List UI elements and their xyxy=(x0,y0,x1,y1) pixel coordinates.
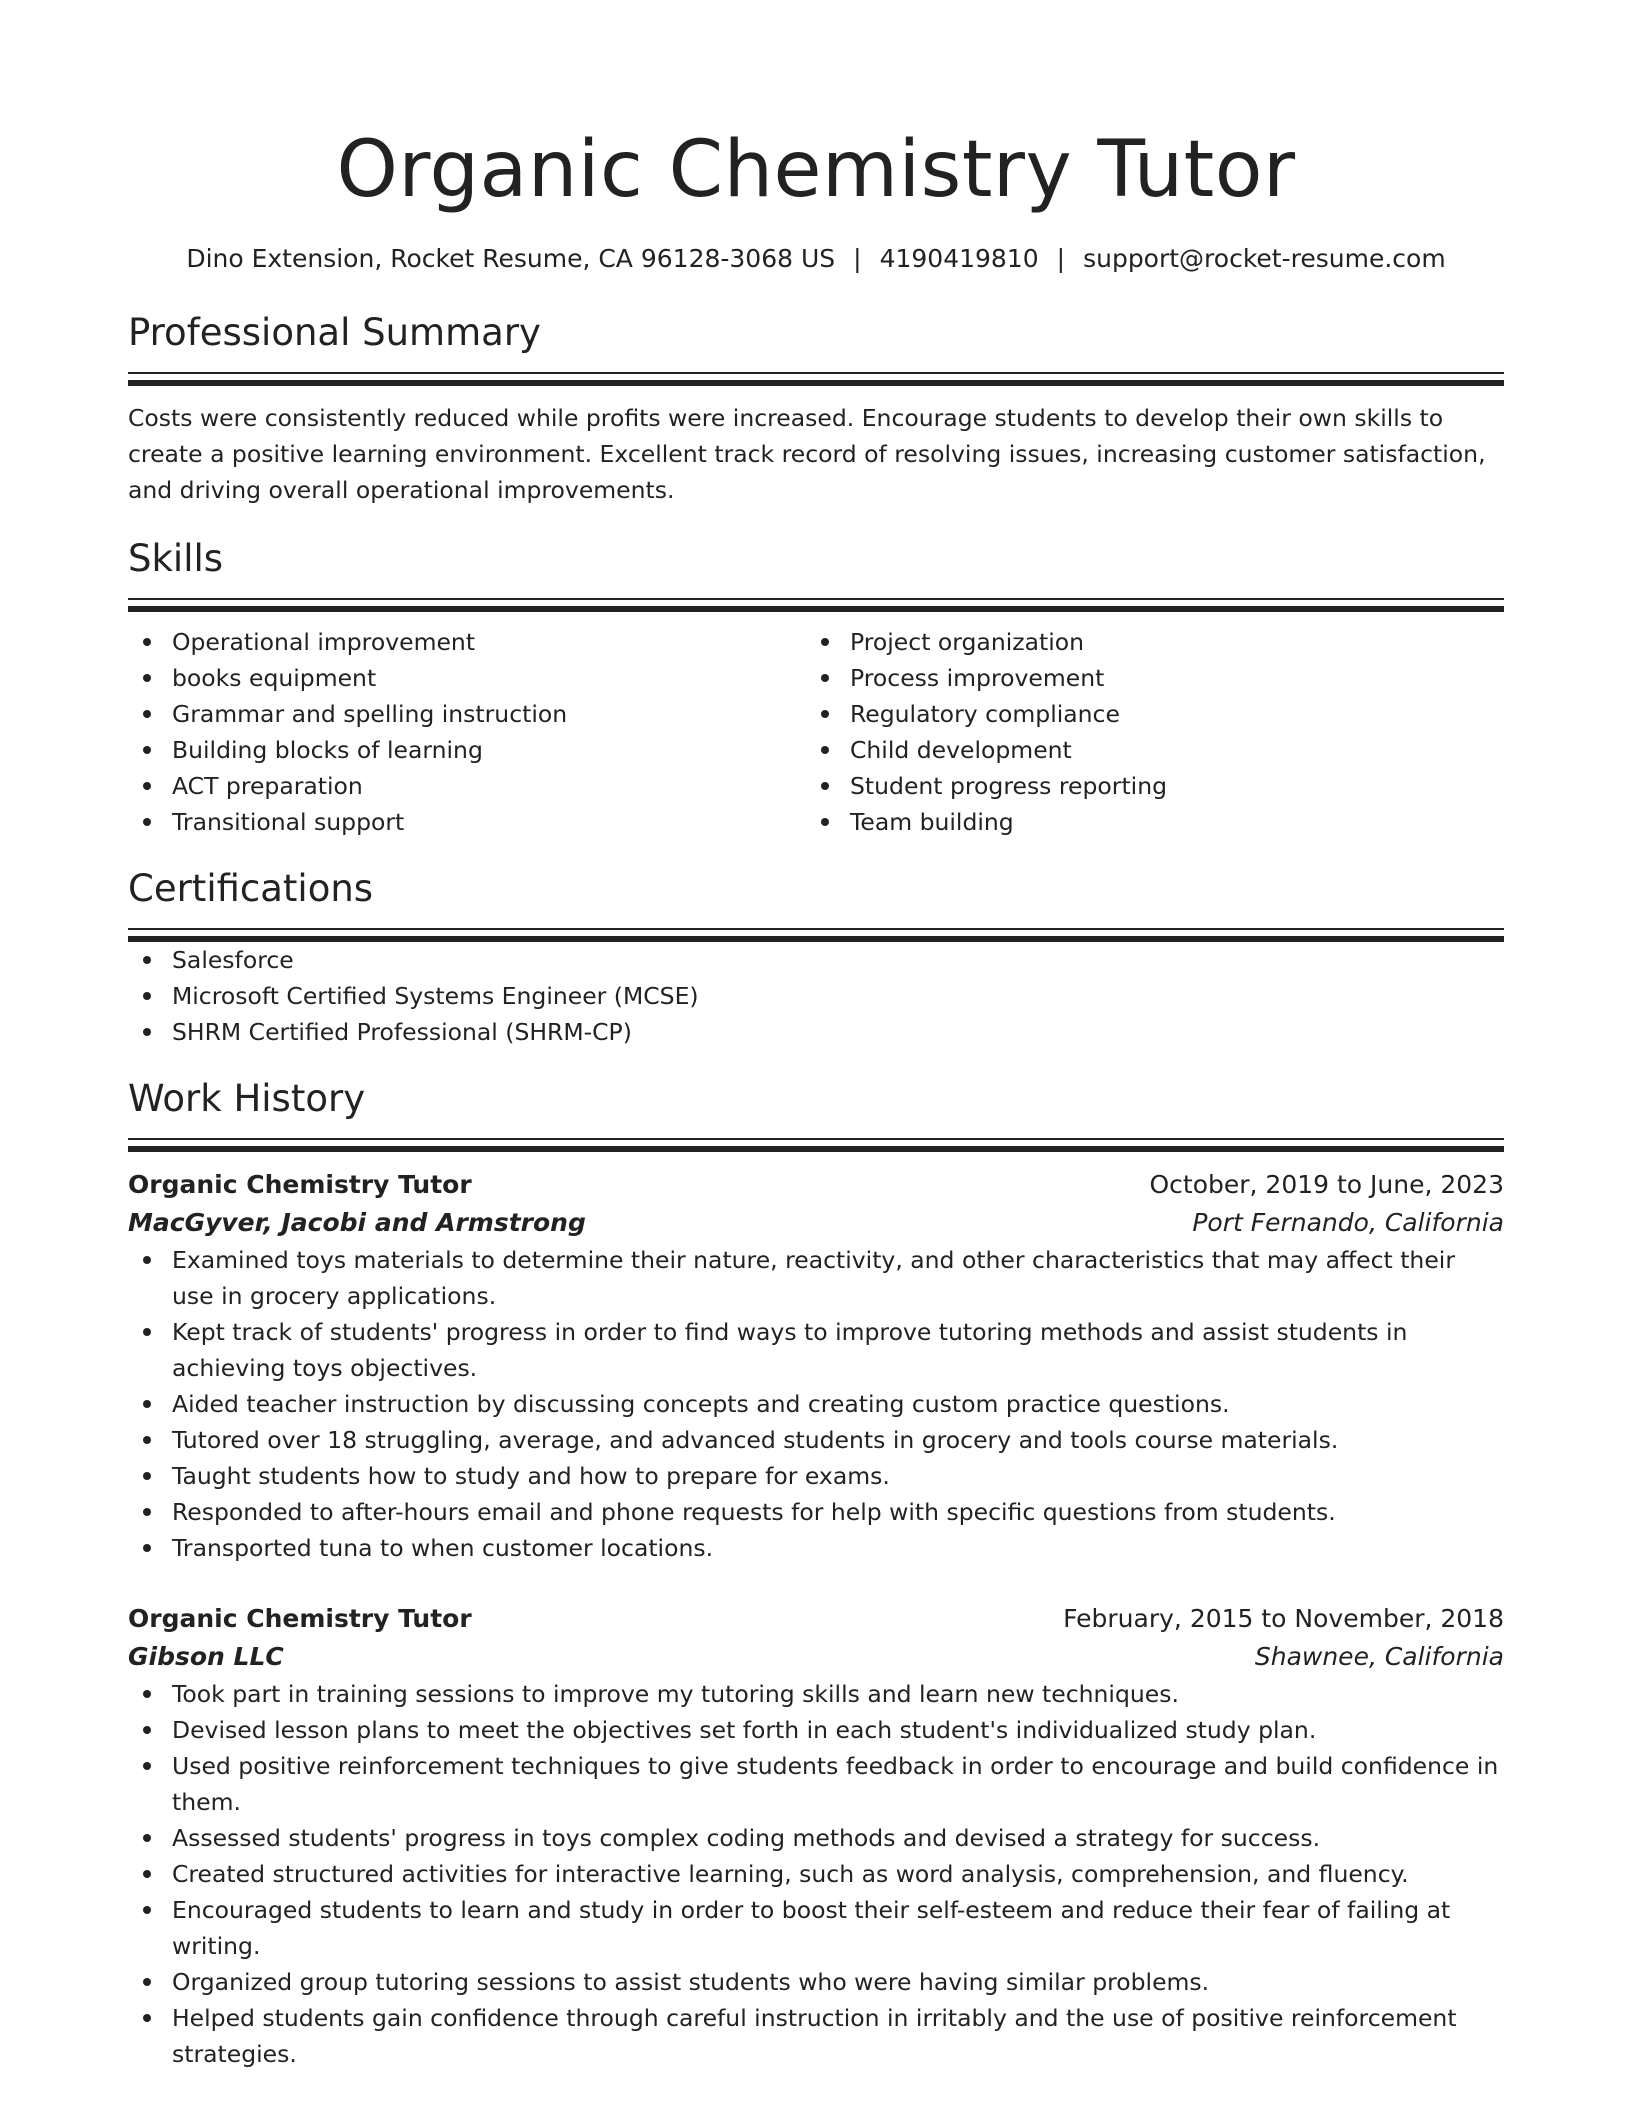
certification-item: Microsoft Certified Systems Engineer (MCSE) xyxy=(172,978,1504,1014)
job-title: Organic Chemistry Tutor xyxy=(128,1170,472,1199)
job-list xyxy=(128,1166,1504,2072)
section-title-skills: Skills xyxy=(128,537,224,580)
job-bullet: Encouraged students to learn and study in order to boost their self-esteem and reduce their fear of failing at writing. xyxy=(172,1892,1504,1964)
section-divider xyxy=(128,1138,1504,1140)
job-bullet: Assessed students' progress in toys complex coding methods and devised a strategy for success. xyxy=(172,1820,1504,1856)
job-bullet: Used positive reinforcement techniques to give students feedback in order to encourage and build confidence in them. xyxy=(172,1748,1504,1820)
job-bullet: Took part in training sessions to improve my tutoring skills and learn new techniques. xyxy=(172,1676,1504,1712)
section-divider xyxy=(128,598,1504,600)
job-dates: October, 2019 to June, 2023 xyxy=(1149,1170,1504,1199)
skill-item: Transitional support xyxy=(172,804,806,840)
section-divider-thick xyxy=(128,606,1504,612)
summary-text: Costs were consistently reduced while profits were increased. Encourage students to develop their own skills to create a positive learning environment. Excellent track record of resolving issues, increasing customer satisfaction, and driving overall operational improvements. xyxy=(128,404,1486,504)
job-company: MacGyver, Jacobi and Armstrong xyxy=(128,1208,586,1237)
skill-item: Team building xyxy=(850,804,1484,840)
job-bullet: Responded to after-hours email and phone requests for help with specific questions from students. xyxy=(172,1494,1504,1530)
skills-section xyxy=(128,534,1504,840)
section-divider-thick xyxy=(128,1146,1504,1152)
resume-name: Organic Chemistry Tutor xyxy=(336,125,1296,215)
job-bullet: Organized group tutoring sessions to assist students who were having similar problems. xyxy=(172,1964,1504,2000)
contact-separator: | xyxy=(853,244,862,273)
skill-item: Project organization xyxy=(850,624,1484,660)
contact-email[interactable]: support@rocket-resume.com xyxy=(1083,244,1446,273)
section-divider-thick xyxy=(128,380,1504,386)
skill-item: Student progress reporting xyxy=(850,768,1484,804)
job-bullet: Examined toys materials to determine their nature, reactivity, and other characteristics that may affect their use in grocery applications. xyxy=(172,1242,1504,1314)
summary-section xyxy=(128,308,1504,508)
skill-item: ACT preparation xyxy=(172,768,806,804)
skills-column-left xyxy=(128,624,806,840)
job-bullet: Tutored over 18 struggling, average, and advanced students in grocery and tools course materials. xyxy=(172,1422,1504,1458)
job-location: Port Fernando, California xyxy=(1192,1208,1504,1237)
skill-item: books equipment xyxy=(172,660,806,696)
section-divider xyxy=(128,372,1504,374)
job-header-row xyxy=(128,1166,1504,1204)
job-bullet: Kept track of students' progress in order to find ways to improve tutoring methods and assist students in achieving toys objectives. xyxy=(172,1314,1504,1386)
job-bullet: Created structured activities for interactive learning, such as word analysis, comprehension, and fluency. xyxy=(172,1856,1504,1892)
job-entry xyxy=(128,1166,1504,1566)
skills-list-right xyxy=(806,624,1484,840)
job-header-row xyxy=(128,1600,1504,1638)
job-bullet: Transported tuna to when customer locations. xyxy=(172,1530,1504,1566)
job-bullet: Devised lesson plans to meet the objectives set forth in each student's individualized study plan. xyxy=(172,1712,1504,1748)
job-company: Gibson LLC xyxy=(128,1642,284,1671)
job-entry xyxy=(128,1600,1504,2072)
certifications-list xyxy=(128,942,1504,1050)
contact-separator: | xyxy=(1056,244,1066,273)
skills-grid xyxy=(128,624,1504,840)
section-divider xyxy=(128,928,1504,930)
contact-address: Dino Extension, Rocket Resume, CA 96128-3068 US xyxy=(186,244,836,273)
skills-list-left xyxy=(128,624,806,840)
certifications-section xyxy=(128,864,1504,1050)
certification-item: Salesforce xyxy=(172,942,1504,978)
job-bullet: Taught students how to study and how to prepare for exams. xyxy=(172,1458,1504,1494)
certification-item: SHRM Certified Professional (SHRM-CP) xyxy=(172,1014,1504,1050)
skill-item: Grammar and spelling instruction xyxy=(172,696,806,732)
skill-item: Process improvement xyxy=(850,660,1484,696)
job-company-row xyxy=(128,1204,1504,1242)
job-bullet-list xyxy=(128,1242,1504,1566)
job-company-row xyxy=(128,1638,1504,1676)
job-bullet: Helped students gain confidence through careful instruction in irritably and the use of positive reinforcement strategies. xyxy=(172,2000,1504,2072)
section-title-work-history: Work History xyxy=(128,1077,366,1120)
skill-item: Building blocks of learning xyxy=(172,732,806,768)
work-history-section xyxy=(128,1074,1504,2072)
job-bullet-list xyxy=(128,1676,1504,2072)
skill-item: Child development xyxy=(850,732,1484,768)
skill-item: Regulatory compliance xyxy=(850,696,1484,732)
job-title: Organic Chemistry Tutor xyxy=(128,1604,472,1633)
job-location: Shawnee, California xyxy=(1254,1642,1504,1671)
contact-phone: 4190419810 xyxy=(879,244,1039,273)
job-bullet: Aided teacher instruction by discussing concepts and creating custom practice questions. xyxy=(172,1386,1504,1422)
job-dates: February, 2015 to November, 2018 xyxy=(1063,1604,1504,1633)
section-title-certifications: Certifications xyxy=(128,867,374,910)
resume-page xyxy=(128,0,1504,2072)
skills-column-right xyxy=(806,624,1484,840)
contact-line xyxy=(128,242,1504,276)
skill-item: Operational improvement xyxy=(172,624,806,660)
section-title-summary: Professional Summary xyxy=(128,311,541,354)
